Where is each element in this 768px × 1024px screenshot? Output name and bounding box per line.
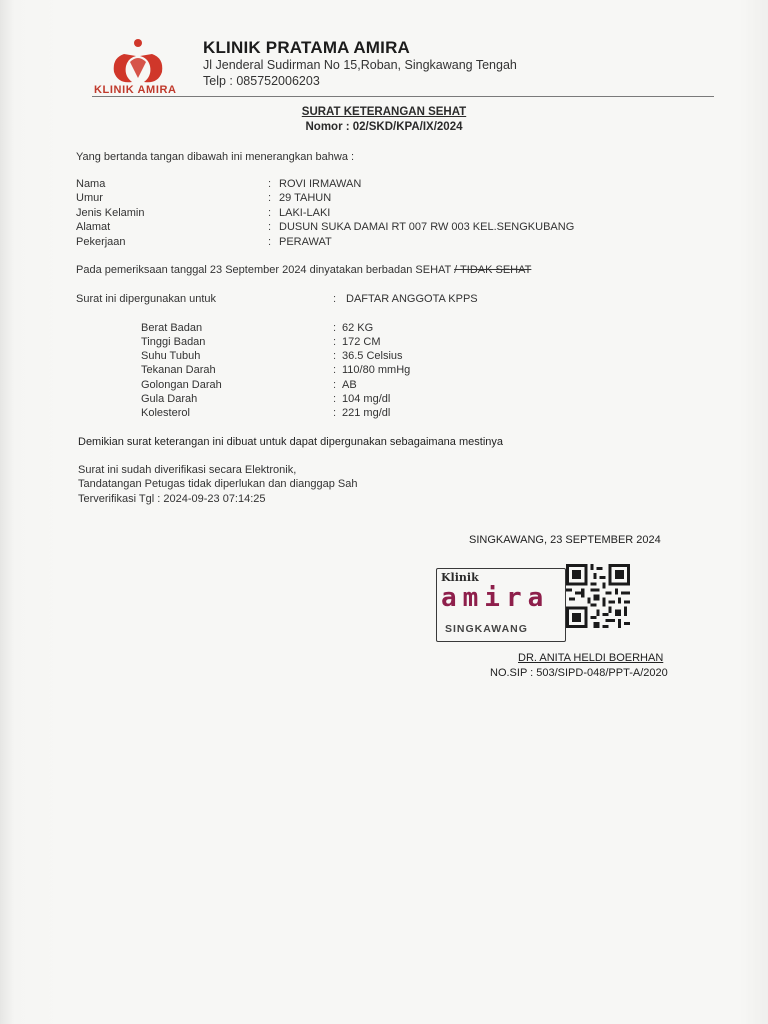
patient-label: Nama — [76, 178, 106, 190]
verification-line-1: Surat ini sudah diverifikasi secara Elektronik, — [78, 464, 297, 476]
colon: : — [268, 178, 272, 190]
colon: : — [268, 207, 272, 219]
place-date: SINGKAWANG, 23 SEPTEMBER 2024 — [469, 534, 661, 546]
clinic-address: Jl Jenderal Sudirman No 15,Roban, Singkawang Tengah — [203, 58, 517, 72]
colon: : — [268, 236, 272, 248]
patient-value: 29 TAHUN — [279, 192, 332, 204]
intro-text: Yang bertanda tangan dibawah ini menerangkan bahwa : — [76, 151, 355, 163]
exam-statement-struck: / TIDAK SEHAT — [454, 264, 532, 276]
colon: : — [333, 350, 337, 362]
purpose-label: Surat ini dipergunakan untuk — [76, 293, 217, 305]
document-title: SURAT KETERANGAN SEHAT — [301, 106, 467, 118]
vital-label: Kolesterol — [141, 407, 190, 419]
vital-label: Tekanan Darah — [141, 364, 216, 376]
verification-line-2: Tandatangan Petugas tidak diperlukan dan dianggap Sah — [78, 478, 358, 490]
patient-value: DUSUN SUKA DAMAI RT 007 RW 003 KEL.SENGKUBANG — [279, 221, 575, 233]
vital-value: 110/80 mmHg — [342, 364, 411, 376]
colon: : — [333, 364, 337, 376]
doctor-name: DR. ANITA HELDI BOERHAN — [518, 652, 664, 664]
vital-label: Tinggi Badan — [141, 336, 206, 348]
document-number: Nomor : 02/SKD/KPA/IX/2024 — [305, 121, 463, 133]
vital-value: 62 KG — [342, 322, 374, 334]
colon: : — [333, 407, 337, 419]
patient-value: PERAWAT — [279, 236, 332, 248]
vital-label: Suhu Tubuh — [141, 350, 201, 362]
colon: : — [333, 379, 337, 391]
patient-value: LAKI-LAKI — [279, 207, 331, 219]
vital-label: Gula Darah — [141, 393, 198, 405]
vital-value: 104 mg/dl — [342, 393, 391, 405]
vital-value: 172 CM — [342, 336, 381, 348]
colon: : — [333, 293, 337, 305]
patient-label: Jenis Kelamin — [76, 207, 145, 219]
colon: : — [268, 221, 272, 233]
stamp-city-text: SINGKAWANG — [445, 623, 528, 635]
verification-line-3: Terverifikasi Tgl : 2024-09-23 07:14:25 — [78, 493, 266, 505]
clinic-name: KLINIK PRATAMA AMIRA — [203, 38, 411, 57]
logo-text: KLINIK AMIRA — [94, 84, 177, 96]
vital-label: Berat Badan — [141, 322, 203, 334]
header-divider — [92, 96, 714, 97]
patient-value: ROVI IRMAWAN — [279, 178, 362, 190]
colon: : — [333, 393, 337, 405]
vital-value: AB — [342, 379, 357, 391]
closing-statement: Demikian surat keterangan ini dibuat untuk dapat dipergunakan sebagaimana mestinya — [78, 436, 503, 448]
patient-label: Umur — [76, 192, 103, 204]
qr-code-icon — [566, 564, 630, 628]
colon: : — [333, 336, 337, 348]
colon: : — [268, 192, 272, 204]
vital-label: Golongan Darah — [141, 379, 222, 391]
patient-label: Alamat — [76, 221, 111, 233]
clinic-phone: Telp : 085752006203 — [203, 74, 320, 88]
stamp-top-text: Klinik — [441, 571, 479, 584]
patient-label: Pekerjaan — [76, 236, 126, 248]
exam-statement-text: Pada pemeriksaan tanggal 23 September 2024 dinyatakan berbadan SEHAT — [76, 264, 452, 276]
stamp-main-text: amira — [441, 583, 550, 613]
purpose-value: DAFTAR ANGGOTA KPPS — [346, 293, 478, 305]
clinic-stamp — [436, 568, 566, 642]
colon: : — [333, 322, 337, 334]
exam-statement — [76, 264, 531, 276]
doctor-sip-number: NO.SIP : 503/SIPD-048/PPT-A/2020 — [490, 667, 668, 679]
vital-value: 221 mg/dl — [342, 407, 391, 419]
vital-value: 36.5 Celsius — [342, 350, 403, 362]
